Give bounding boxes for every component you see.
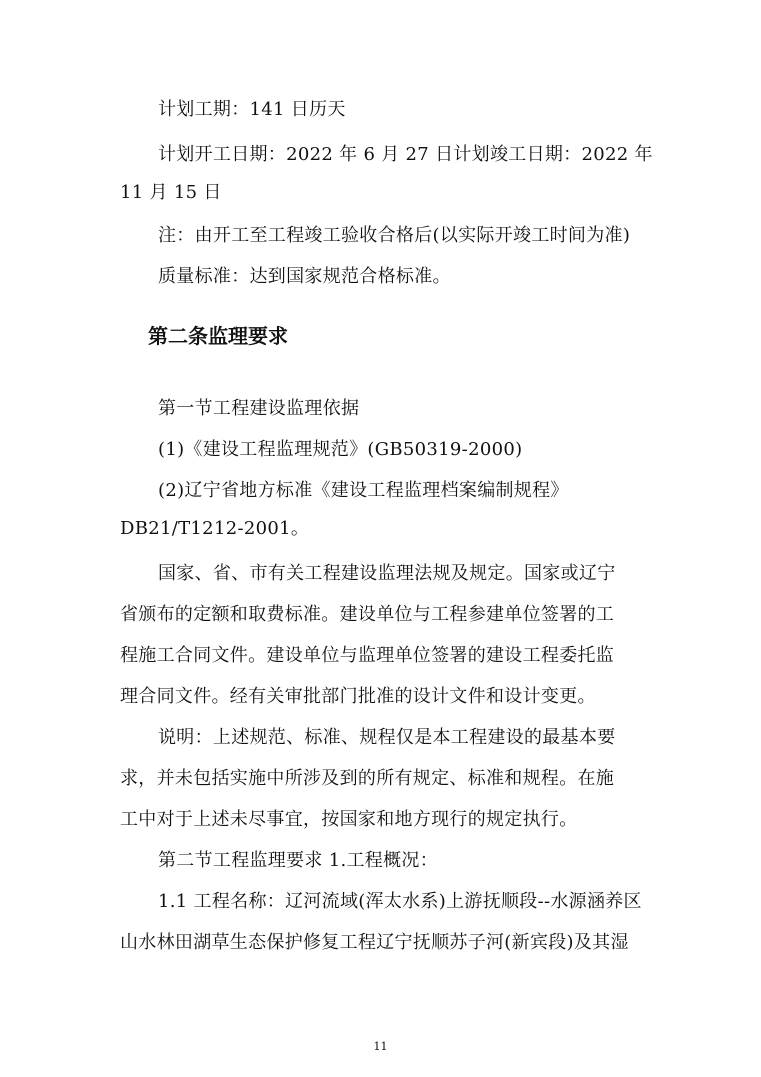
planned-dates-continued: 11 月 15 日 bbox=[120, 182, 222, 203]
basis-item-2-continued: DB21/T1212-2001。 bbox=[120, 518, 310, 539]
quality-standard: 质量标准：达到国家规范合格标准。 bbox=[158, 266, 451, 287]
paragraph-line: 求，并未包括实施中所涉及到的所有规定、标准和规程。在施 bbox=[120, 768, 615, 789]
basis-item-2: (2)辽宁省地方标准《建设工程监理档案编制规程》 bbox=[158, 480, 569, 501]
planned-duration: 计划工期：141 日历天 bbox=[158, 99, 346, 120]
paragraph-line: 1.1 工程名称：辽河流域(浑太水系)上游抚顺段--水源涵养区 bbox=[158, 891, 642, 912]
planned-dates: 计划开工日期：2022 年 6 月 27 日计划竣工日期：2022 年 bbox=[158, 144, 653, 165]
paragraph-line: 说明：上述规范、标准、规程仅是本工程建设的最基本要 bbox=[158, 727, 616, 748]
note-line: 注：由开工至工程竣工验收合格后(以实际开竣工时间为准) bbox=[158, 225, 631, 246]
page-number: 11 bbox=[373, 1040, 388, 1053]
subsection-title-2: 第二节工程监理要求 1.工程概况： bbox=[158, 850, 438, 871]
subsection-title-1: 第一节工程建设监理依据 bbox=[158, 398, 360, 419]
paragraph-line: 国家、省、市有关工程建设监理法规及规定。国家或辽宁 bbox=[158, 563, 616, 584]
paragraph-line: 省颁布的定额和取费标准。建设单位与工程参建单位签署的工 bbox=[120, 604, 615, 625]
paragraph-line: 理合同文件。经有关审批部门批准的设计文件和设计变更。 bbox=[120, 686, 596, 707]
paragraph-line: 山水林田湖草生态保护修复工程辽宁抚顺苏子河(新宾段)及其湿 bbox=[120, 932, 629, 953]
basis-item-1: (1)《建设工程监理规范》(GB50319-2000) bbox=[158, 439, 523, 460]
paragraph-line: 程施工合同文件。建设单位与监理单位签署的建设工程委托监 bbox=[120, 645, 615, 666]
paragraph-line: 工中对于上述未尽事宜，按国家和地方现行的规定执行。 bbox=[120, 809, 578, 830]
section-heading: 第二条监理要求 bbox=[148, 324, 288, 348]
